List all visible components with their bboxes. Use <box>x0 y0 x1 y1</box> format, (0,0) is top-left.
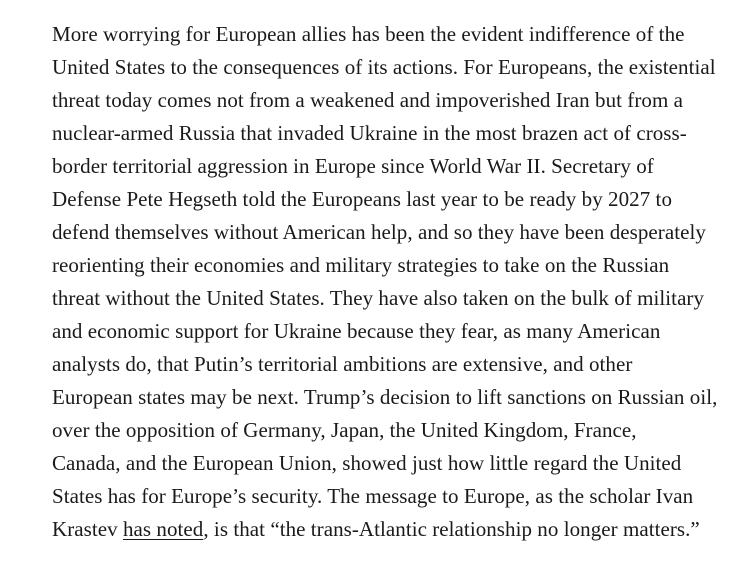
has-noted-link[interactable]: has noted <box>122 517 204 541</box>
article-paragraph <box>52 18 724 546</box>
paragraph-last-line <box>52 513 724 546</box>
last-line-lead-text: Krastev <box>52 517 123 541</box>
paragraph-line: Defense Pete Hegseth told the Europeans last year to be ready by 2027 to <box>52 187 672 211</box>
paragraph-line: More worrying for European allies has been the evident indifference of the <box>52 22 685 46</box>
paragraph-line: border territorial aggression in Europe since World War II. Secretary of <box>52 154 654 178</box>
paragraph-line: defend themselves without American help, and so they have been desperately <box>52 220 706 244</box>
paragraph-line: and economic support for Ukraine because they fear, as many American <box>52 319 661 343</box>
paragraph-line: over the opposition of Germany, Japan, the United Kingdom, France, <box>52 418 637 442</box>
paragraph-line: threat without the United States. They have also taken on the bulk of military <box>52 286 705 310</box>
paragraph-line: United States to the consequences of its actions. For Europeans, the existential <box>52 55 716 79</box>
paragraph-line: reorienting their economies and military strategies to take on the Russian <box>52 253 670 277</box>
last-line-trailing-text: , is that “the trans-Atlantic relationship no longer matters.” <box>203 517 700 541</box>
paragraph-line: Canada, and the European Union, showed just how little regard the United <box>52 451 682 475</box>
paragraph-line: analysts do, that Putin’s territorial ambitions are extensive, and other <box>52 352 633 376</box>
paragraph-line: European states may be next. Trump’s decision to lift sanctions on Russian oil, <box>52 385 718 409</box>
paragraph-line: threat today comes not from a weakened and impoverished Iran but from a <box>52 88 683 112</box>
paragraph-line: nuclear-armed Russia that invaded Ukraine in the most brazen act of cross- <box>52 121 687 145</box>
paragraph-line: States has for Europe’s security. The message to Europe, as the scholar Ivan <box>52 484 694 508</box>
